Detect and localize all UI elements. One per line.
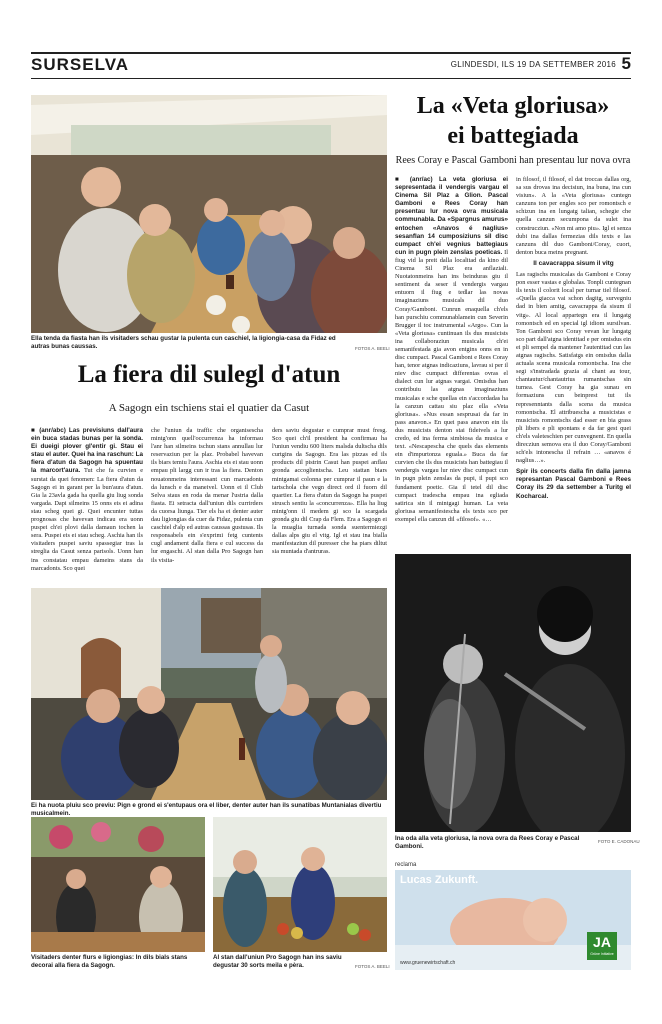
caption-photo-apples: Al stan dall'uniun Pro Sagogn han ins saviu degustar 30 sorts meila e pèra. (213, 954, 342, 969)
ad-logo (587, 932, 617, 960)
caption-photo-outdoor: Ei ha nuota pluiu sco previu: Pign e grond ei s'entupaus ora el liber, denter auter han ils sunatibas Muntanialas divertiu musicalmein. (31, 802, 382, 817)
outdoor-tables-illustration (31, 588, 387, 800)
tent-gathering-illustration (31, 95, 387, 333)
header-top-rule (31, 52, 631, 54)
caption-photo-flowers: Visitaders denter flurs e ligiongias: In dils bials stans decorai alla fiera da Sagogn. (31, 954, 188, 969)
ad-label: reclama (395, 862, 417, 868)
ad-url[interactable]: www.gruenewirtschaft.ch (400, 960, 456, 966)
credit-photo-apples: FOTOS A. BEELI (355, 964, 390, 969)
fiera-body-1: Tut che fa curvien e surstat da quei fenomen: La fiera d'atun da Sagogn ei in garant per la bun'aura d'atun. Gia la 23avla gada ha quella giu liug sonda vargada. Dapi silmeins 15 onns eis ei adina stau scheg quei gi. Quei encunter tuttas prognosas che havevan indicau era uonn puspei ch'ei plovi dalla damaun tochen la sera. Puspei eis ei stau scheg. Aschia han ils visitaders puspei saviu spassegiar tras la streglia da Casut senza parisols. Uonn han ins constatau empau dameins stans da marcadonts. Sco quei (31, 467, 143, 572)
credit-photo-musicians: FOTO E. CADONAU (598, 839, 640, 844)
fiera-column-3 (272, 427, 387, 587)
caption-photo-musicians: Ina oda alla veta gloriusa, la nova ovra da Rees Coray e Pascal Gamboni. (395, 835, 580, 850)
ad-logo-sub: Grüne Initiative (590, 952, 614, 956)
photo-outdoor-tables (31, 588, 387, 800)
photo-apple-stand (213, 817, 387, 952)
veta-subhead: Il cavacrappa sisum il vitg (533, 259, 614, 267)
fiera-lead: ■ (anr/abc) Las previsiuns dall'aura ein buca stadas bunas per la sonda. Ei dueigi plover gl'entir gi. Stau ei stau el auter. Quei ha ina raschun: La fiera d'atun da Sagogn ha spuentau la marcort'aura. (31, 427, 143, 475)
photo-tent-gathering (31, 95, 387, 333)
fiera-body-3: ders saviu degustar e cumprar must fresg. Sco quei ch'il president ha confirmau ha l'uniun vendiu 600 liters malsda dultscha dils curtgins da Sagogn. Era las pizzas ed ils products dil pistrin Casut han puspei anflau gronda accoglientscha. Leu stattan biars mintgamai colonna per cumprar il paun e la tartschola che vegn direct ord il fuorn dil quartier. La fiera d'atun da Sagogn ha puspei strusch sentiu la «concurrenza». Ella ha liug mintg'onn il medem gi sco la scargada gronda giu dil Crap da Flem. Era a Sagogn ei la muaglia turnada sonda suentermiezgi dallas alps giu el vitg. Igl ei stau ina bialla manifestaziun dil puresser che ha piars diltut sia muntada d'antruras. (272, 427, 387, 556)
fiera-headline: La fiera dil sulegl d'atun (77, 361, 341, 388)
header-bottom-rule (31, 78, 631, 79)
veta-headline-line1: La «Veta gloriusa» (416, 93, 610, 119)
veta-concert-note: Spir ils concerts dalla fin dalla jamna represantan Pascal Gamboni e Rees Coray ils 29 da settember a Turitg el Kocharcal. (516, 468, 631, 500)
fiera-column-1 (31, 427, 143, 587)
section-title: SURSELVA (31, 55, 130, 74)
fiera-subtitle: A Sagogn ein tschiens stai el quatier da Casut (108, 402, 310, 414)
veta-column-2 (516, 176, 631, 551)
ad-logo-text: JA (593, 934, 611, 950)
veta-body-2b: Las ragischs musicalas da Gamboni e Coray pon esser vastas e globalas. Tonpli cuntegnan ils texts il colorit local per turnar tiel filosof. «Quella giacca vai schon dagitg, survegniu dad in bien amitg, cavacrappa da sisum il vitg». Al local appartegn era il lungatg romontsch ed en special igl idiom sursilvan. Ton Gamboni sco Coray vevan lur lungatg sco part dall'atgna identitad e per omisdus ein ei pli sempel da mantener l'autentitad cun las atgnas ragischs. Satisfatgs ein omisdus dalla actuala scena musicala romontscha. Ina che segi s'instradada grazia al chant au tour, chantautur/chantautrius rumantschas sin turnea. Gest Coray ha gia sunau en formaziuns cun beinprest tut ils represenntants dalla scena da musica romontscha. El attribuescha a musicistas e musicists romontschs dad esser en bia grass pli libers e pli spontans e da far gest quei ch'els valeteschien per cunvegnent. En quella direcziun semova era il duo Coray/Gamboni sch'els intonescha il refrain … «anavos é naglius…». (516, 271, 631, 465)
veta-column-1 (395, 176, 508, 551)
fiera-column-2 (151, 427, 263, 587)
credit-photo-tent: FOTOS A. BEELI (355, 346, 390, 351)
veta-subtitle: Rees Coray e Pascal Gamboni han presentau lur nova ovra (395, 155, 631, 166)
caption-photo-tent: Ella tenda da fiasta han ils visitaders schau gustar la pulenta cun caschiel, la ligiongia-casa da Fidaz ed autras bunas caussas. (31, 335, 336, 350)
fiera-body-2: che l'uniun da traffic che organisescha mintg'onn quell'occurrenza ha informau l'anr han silmeins tschun stans annullau lur reservaziun per la plaz. Probabel havevan ils biars temiu l'aura. Aschia eis ei stau uonn empau pli largg cun ir tras la fiera. Denton nouatonmeins interessant cun marcadonts da lunsch e da maneivel. Uonn ei il Club Selva staus en roda da menar l'ustria dalla fiasta. Ei setracta dall'uniun dils currirders da cuorsa liunga. Tier els ha ei denter auter dau ligiongias da cuer da Fidaz, pulenta cun caschiel d'alp ed autras caussas gustusas. Ils responsabels ein s'exprimi fetg cuntents cugl andament dalla fiera e cul success da lur engaschi. Al stan dalla Pro Sagogn han ils visita- (151, 427, 263, 564)
photo-musicians (395, 554, 631, 832)
apple-stand-illustration (213, 817, 387, 952)
advertisement[interactable] (395, 870, 631, 970)
page-number: 5 (621, 54, 631, 73)
musicians-illustration (395, 554, 631, 832)
veta-lead: ■ (anr/ac) La veta gloriusa ei sepresentada il vendergis vargau el Cinema Sil Plaz a Glion. Pascal Gamboni e Rees Coray han presentau lur nova ovra musicala communabla. Da «Spargnus amurus» entochen «Anavos é naglius» sesanflan 14 cumposiziuns sil disc cumpact ch'ei vegnius battegiaus cun in pugn plein zenslas poeticas. (395, 176, 508, 256)
veta-body-2a: in filosof, il filosof, el dat troccas dallas org, sa sus drovas ina decisiun, ina buna, ina cun visiun». A la «Veta gloriusa» cuntegn canzuns ton per engles sco per romontsch e schizun ina en lungatg talian, schegie che quella canzun secumpona da sulet ina construcziun. «Non mi amo piu». Igl ei senza dubi ina dallas fermezias dils texts e las canzuns dil duo Gamboni/Coray, cuort, denton buca meins pregnant. (516, 176, 631, 256)
ad-headline: Lucas Zukunft. (400, 874, 479, 886)
veta-body-1: Il fiug vid la preit dalla localitad da kino dil Cinema Sil Plaz era anflaziali. Nuotatonmeins han ins beinduras giu il sentiment da seser il vendergis vargau entuorn il fiug e tedlar las novas imaginaziuns musicals dil duo Coray/Gamboni. Cunrun enaquella ch'els han purschiu communablamein cun Severin Brugger il toc instrumental «Argo». Cun la «Veta gloriusa» cuntinuan ils dus musicists ina collaboraziun musicala ch'ei semanifestada gia avon entgins onns en in disc cumpact. Pascal Gamboni e Rees Coray han, tenor atgnas indicaziuns, lavrau si per il niev disc cumpact differentas ovras el dialect cun lur atgnas vargai. Omisdus han contribuiu las atgnas imaginaziuns musicalas e sche quellas ein s'accordadas ha la canzun cattau siu plaz ella «Veta gloriusa». «Nus essan sesprusai da far in pass anavon.» En quei pass anavon ein ils dus musicists denton stai fideivels a lur credo, ed ina ferma simbiosa da musica e text. «Nescapescha che quels das elements ein d'impurtonza eguala.» Buca da far curvien che ils dus musicists han battegiau il vendergis vargau lur niev disc cumpact cun in pugn plein zenslas da pupi, il pupi sco fundament poetic. Gia il tetel dil disc cumpact tradescha empau ina egliada satirica sin il mintgagi human. La veta gloriusa semanifestescha els texts sco per exempel ella canzun dil «filosof». «… (395, 248, 508, 523)
dateline: GLINDESDI, ILS 19 DA SETTEMBER 2016 (450, 60, 616, 69)
photo-flower-stand (31, 817, 205, 952)
flower-stand-illustration (31, 817, 205, 952)
veta-headline-line2: ei battegiada (447, 123, 579, 149)
